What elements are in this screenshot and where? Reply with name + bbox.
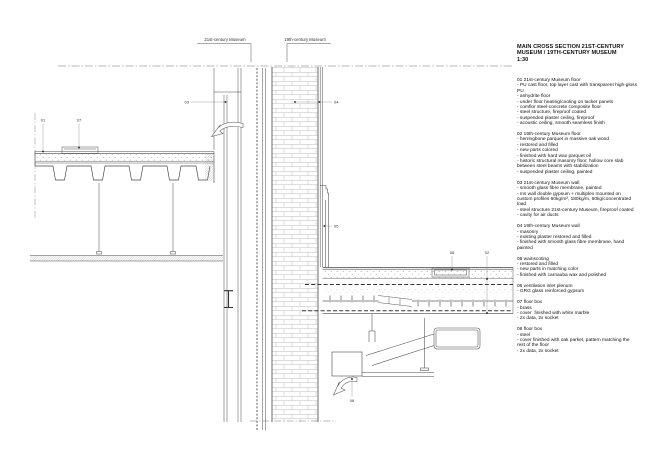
note-section-08 [517, 327, 637, 354]
label-21st-century-museum [197, 37, 251, 62]
note-section-03 [517, 181, 637, 219]
note-item: - suspended plaster ceiling, fireproof [517, 115, 595, 121]
slab-transition [378, 296, 412, 307]
duct-diagonal [366, 314, 434, 371]
note-item: - 2x data, 2x socket [517, 348, 559, 354]
callout-label: 03 [184, 99, 189, 105]
note-item: - acoustic ceiling, smooth seamless finish [517, 121, 605, 127]
callout-label: 06 [349, 398, 355, 403]
note-item: - finished with hard wax parquet oil [517, 153, 591, 159]
note-item: - restored and filled [517, 142, 559, 148]
callout-06 [350, 378, 355, 403]
callout-03 [185, 100, 227, 105]
note-section-07 [517, 300, 637, 322]
stud-wall-21st [214, 68, 266, 430]
note-item: - under floor heating/cooling on tacker panels [517, 99, 613, 105]
note-heading: 05 wainscoting [517, 256, 549, 262]
floor-19th [302, 268, 513, 314]
note-item: - herringbone parquet in massive oak wood [517, 137, 609, 143]
callout-label: 04 [334, 99, 339, 105]
note-item: - restored and filled [517, 262, 559, 268]
note-item: - smooth glass fibre membrane, painted [517, 186, 602, 192]
sheet-title: MAIN CROSS SECTION 21ST-CENTURY MUSEUM / 19TH-CENTURY MUSEUM [517, 44, 624, 57]
note-item: - finished with smooth glass fibre membrane, hand painted [517, 240, 626, 251]
air-flow-arrow-bottom [334, 377, 358, 395]
note-section-02 [517, 132, 637, 175]
note-item: - historic structural masonry floor, hollow core slab between steel beams with stabilization [517, 159, 625, 170]
note-item: - suspended plaster ceiling, painted [517, 169, 593, 175]
plenum-box [332, 352, 434, 377]
note-item: - comflor steel-concrete composite floor [517, 104, 601, 110]
callout-05 [324, 224, 340, 229]
note-item: - cavity for air ducts [517, 213, 559, 219]
note-section-05 [517, 257, 637, 279]
note-item: - brass [517, 305, 532, 311]
duct-hanger [369, 314, 375, 342]
floor-box-07 [62, 147, 98, 154]
floor-21st [35, 152, 214, 184]
callout-label: 07 [76, 117, 82, 123]
callout-label: 02 [484, 250, 490, 255]
note-section-04 [517, 224, 637, 251]
brick-wall [272, 67, 318, 422]
screed-hatch-19th [323, 270, 513, 278]
edge-hatch [205, 154, 214, 181]
label-19th-text: 19th-century Museum [284, 37, 326, 42]
note-item: - GRG glass reinforced gypsum [517, 289, 585, 295]
note-item: - steel structure, fireproof coated [517, 110, 587, 116]
note-heading: 06 ventilation inlet plenum [517, 283, 573, 289]
ventilation-duct [434, 328, 480, 349]
note-item: - steel structure 21st-century Museum, fireproof coated [517, 207, 634, 213]
note-item: - cover finished with oak parket, pattern matching the rest of the floor [517, 338, 631, 349]
note-heading: 02 19th-century Museum floor [517, 132, 581, 138]
note-heading: 03 21st-century Museum wall [517, 180, 580, 186]
steel-column [224, 291, 233, 308]
note-section-06 [517, 284, 637, 295]
hanger-rods [97, 183, 176, 254]
note-heading: 04 19th-century Museum wall [517, 224, 580, 230]
callout-01 [41, 118, 46, 153]
note-item: - steel [517, 332, 531, 338]
note-item: - anhydrite floor [517, 94, 551, 100]
note-item: - existing plaster restored and filled [517, 234, 592, 240]
note-item: - cover finished with white marble [517, 310, 590, 316]
note-heading: 08 floor box [517, 327, 543, 333]
comflor-deck [35, 166, 210, 180]
hollow-slab-blocks-left [323, 296, 379, 303]
note-item: - masonry [517, 229, 539, 235]
note-item: - 2x data, 2x socket [517, 316, 559, 322]
label-21st-text: 21st-century Museum [204, 37, 246, 42]
note-item: - new parts colored [517, 148, 558, 154]
suspended-ceiling [30, 256, 223, 262]
note-item: - PU cast floor, top layer cast with transparent high-gloss PU [517, 83, 639, 94]
plaster-finish [320, 67, 322, 267]
callout-label: 08 [449, 250, 455, 255]
note-item: - finished with carnauba wax and polished [517, 272, 607, 278]
label-19th-century-museum [284, 37, 331, 62]
sheet-scale: 1:30 [517, 56, 529, 63]
callout-07 [77, 118, 82, 149]
note-section-01 [517, 78, 637, 127]
screed-hatch-21st [35, 154, 214, 161]
note-item: - ms wall double gypsum + multiplex mounted on custom profiles 60kg/m², 180kg/m, 60kg/concentrated load [517, 191, 633, 208]
hollow-slab-blocks-right [412, 300, 513, 307]
note-heading: 01 21st-century Museum floor [517, 77, 581, 83]
note-item: - new parts in matching color [517, 267, 579, 273]
callout-label: 01 [40, 117, 46, 123]
callout-label: 05 [334, 223, 339, 229]
legend [517, 44, 637, 360]
note-heading: 07 floor box [517, 300, 543, 306]
